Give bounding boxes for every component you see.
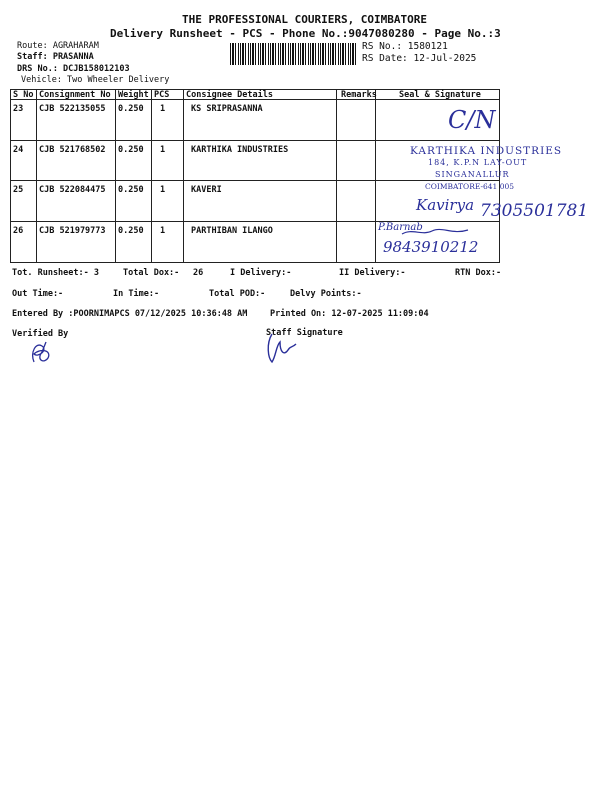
- printed-on: Printed On: 12-07-2025 11:09:04: [270, 309, 429, 319]
- row-pcs: 1: [160, 185, 166, 195]
- tot-runsheet: Tot. Runsheet:- 3: [12, 268, 99, 278]
- row-sno: 26: [13, 226, 24, 236]
- col-header-remarks: Remarks: [341, 90, 377, 100]
- row-sno: 25: [13, 185, 24, 195]
- row-consignment: CJB 522135055: [39, 104, 106, 114]
- delvy-points: Delvy Points:-: [290, 289, 362, 299]
- col-header-consignee: Consignee Details: [186, 90, 273, 100]
- row-weight: 0.250: [118, 226, 144, 236]
- col-header-pcs: PCS: [154, 90, 170, 100]
- stamp-line: SINGANALLUR: [435, 170, 510, 179]
- row-consignment: CJB 521979773: [39, 226, 106, 236]
- out-time: Out Time:-: [12, 289, 64, 299]
- ii-delivery: II Delivery:-: [339, 268, 406, 278]
- col-header-seal: Seal & Signature: [399, 90, 481, 100]
- runsheet-subtitle: Delivery Runsheet - PCS - Phone No.:9047080280 - Page No.:3: [110, 27, 501, 40]
- row-weight: 0.250: [118, 104, 144, 114]
- col-header-consignment: Consignment No: [39, 90, 111, 100]
- rs-date: RS Date: 12-Jul-2025: [362, 53, 477, 64]
- stamp-line: COIMBATORE-641 005: [425, 182, 515, 191]
- row-consignee: KS SRIPRASANNA: [191, 104, 263, 114]
- row-consignee: KAVERI: [191, 185, 222, 195]
- signature-25-name: Kavirya: [416, 196, 475, 214]
- signature-23-cn: C/N: [448, 106, 496, 134]
- staff-signature-label: Staff Signature: [266, 328, 343, 338]
- in-time: In Time:-: [113, 289, 160, 299]
- row-pcs: 1: [160, 104, 166, 114]
- staff-label: Staff: PRASANNA: [17, 52, 94, 62]
- route-label: Route: AGRAHARAM: [17, 41, 99, 51]
- barcode-image: [230, 43, 356, 65]
- staff-signature: [262, 330, 302, 366]
- rs-number: RS No.: 1580121: [362, 41, 448, 52]
- row-consignee: PARTHIBAN ILANGO: [191, 226, 273, 236]
- row-weight: 0.250: [118, 185, 144, 195]
- total-dox-label: Total Dox:-: [123, 268, 180, 278]
- row-sno: 24: [13, 145, 24, 155]
- verified-by-signature: [26, 338, 56, 366]
- col-header-weight: Weight: [118, 90, 149, 100]
- row-sno: 23: [13, 104, 24, 114]
- row-pcs: 1: [160, 226, 166, 236]
- entered-by: Entered By :POORNIMAPCS 07/12/2025 10:36:48 AM: [12, 309, 248, 319]
- rtn-dox: RTN Dox:-: [455, 268, 502, 278]
- row-consignment: CJB 521768502: [39, 145, 106, 155]
- row-weight: 0.250: [118, 145, 144, 155]
- drs-number: DRS No.: DCJB158012103: [17, 64, 130, 74]
- total-dox-value: 26: [193, 268, 204, 278]
- company-title: THE PROFESSIONAL COURIERS, COIMBATORE: [182, 13, 428, 26]
- row-consignee: KARTHIKA INDUSTRIES: [191, 145, 289, 155]
- vehicle-label: Vehicle: Two Wheeler Delivery: [21, 75, 170, 85]
- signature-26-phone: 9843910212: [383, 238, 479, 256]
- verified-by-label: Verified By: [12, 329, 69, 339]
- col-header-sno: S No: [13, 90, 34, 100]
- row-pcs: 1: [160, 145, 166, 155]
- signature-26-name: P.Barnab: [378, 222, 423, 233]
- stamp-line: KARTHIKA INDUSTRIES: [410, 145, 563, 157]
- signature-25-phone: 7305501781: [480, 201, 589, 221]
- signature-26-scribble: [400, 226, 470, 238]
- i-delivery: I Delivery:-: [230, 268, 292, 278]
- stamp-line: 184, K.P.N LAY-OUT: [428, 158, 528, 167]
- total-pod: Total POD:-: [209, 289, 266, 299]
- row-consignment: CJB 522084475: [39, 185, 106, 195]
